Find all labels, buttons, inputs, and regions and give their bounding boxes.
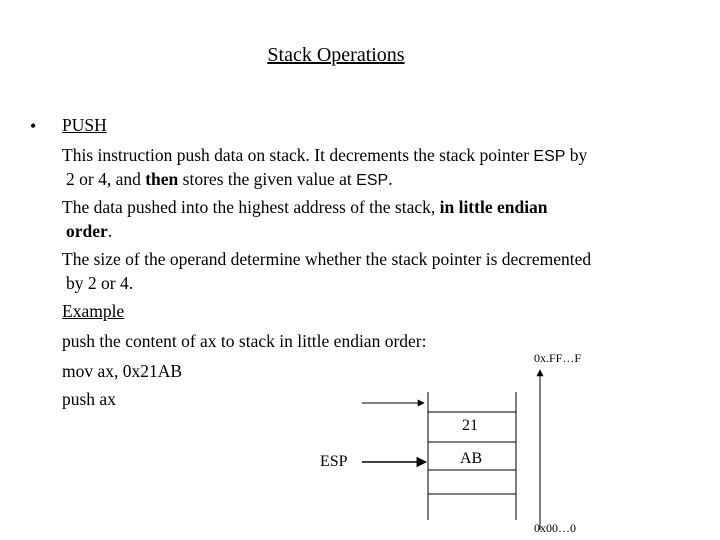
text-segment: . xyxy=(388,169,393,189)
top-address-label: 0x.FF…F xyxy=(534,351,582,365)
text-segment: by xyxy=(565,145,588,165)
text-segment: The data pushed into the highest address of the stack, xyxy=(62,197,440,217)
code-line-mov: mov ax, 0x21AB xyxy=(62,361,183,381)
emphasis-then: then xyxy=(145,169,179,189)
text-line-6: by 2 or 4. xyxy=(66,273,134,293)
push-heading: PUSH xyxy=(62,115,107,135)
emphasis-little-endian: in little endian xyxy=(439,197,548,217)
slide-title: Stack Operations xyxy=(267,44,405,66)
register-name: ESP xyxy=(356,172,389,189)
bullet-icon: • xyxy=(30,116,37,136)
text-line-7: push the content of ax to stack in little endian order: xyxy=(62,331,427,351)
text-segment: 2 or 4, and xyxy=(66,169,146,189)
stack-cell-ab: AB xyxy=(460,450,483,467)
example-heading: Example xyxy=(62,301,125,321)
code-line-push: push ax xyxy=(62,389,116,409)
bottom-address-label: 0x00…0 xyxy=(534,521,576,535)
esp-label: ESP xyxy=(320,453,348,470)
stack-cell-21: 21 xyxy=(462,417,478,434)
register-name: ESP xyxy=(533,148,566,165)
text-segment: . xyxy=(107,221,113,241)
text-segment: This instruction push data on stack. It decrements the stack pointer xyxy=(62,145,534,165)
emphasis-order: order xyxy=(66,221,108,241)
text-segment: stores the given value at xyxy=(178,169,357,189)
text-line-5: The size of the operand determine whether the stack pointer is decremented xyxy=(62,249,592,269)
